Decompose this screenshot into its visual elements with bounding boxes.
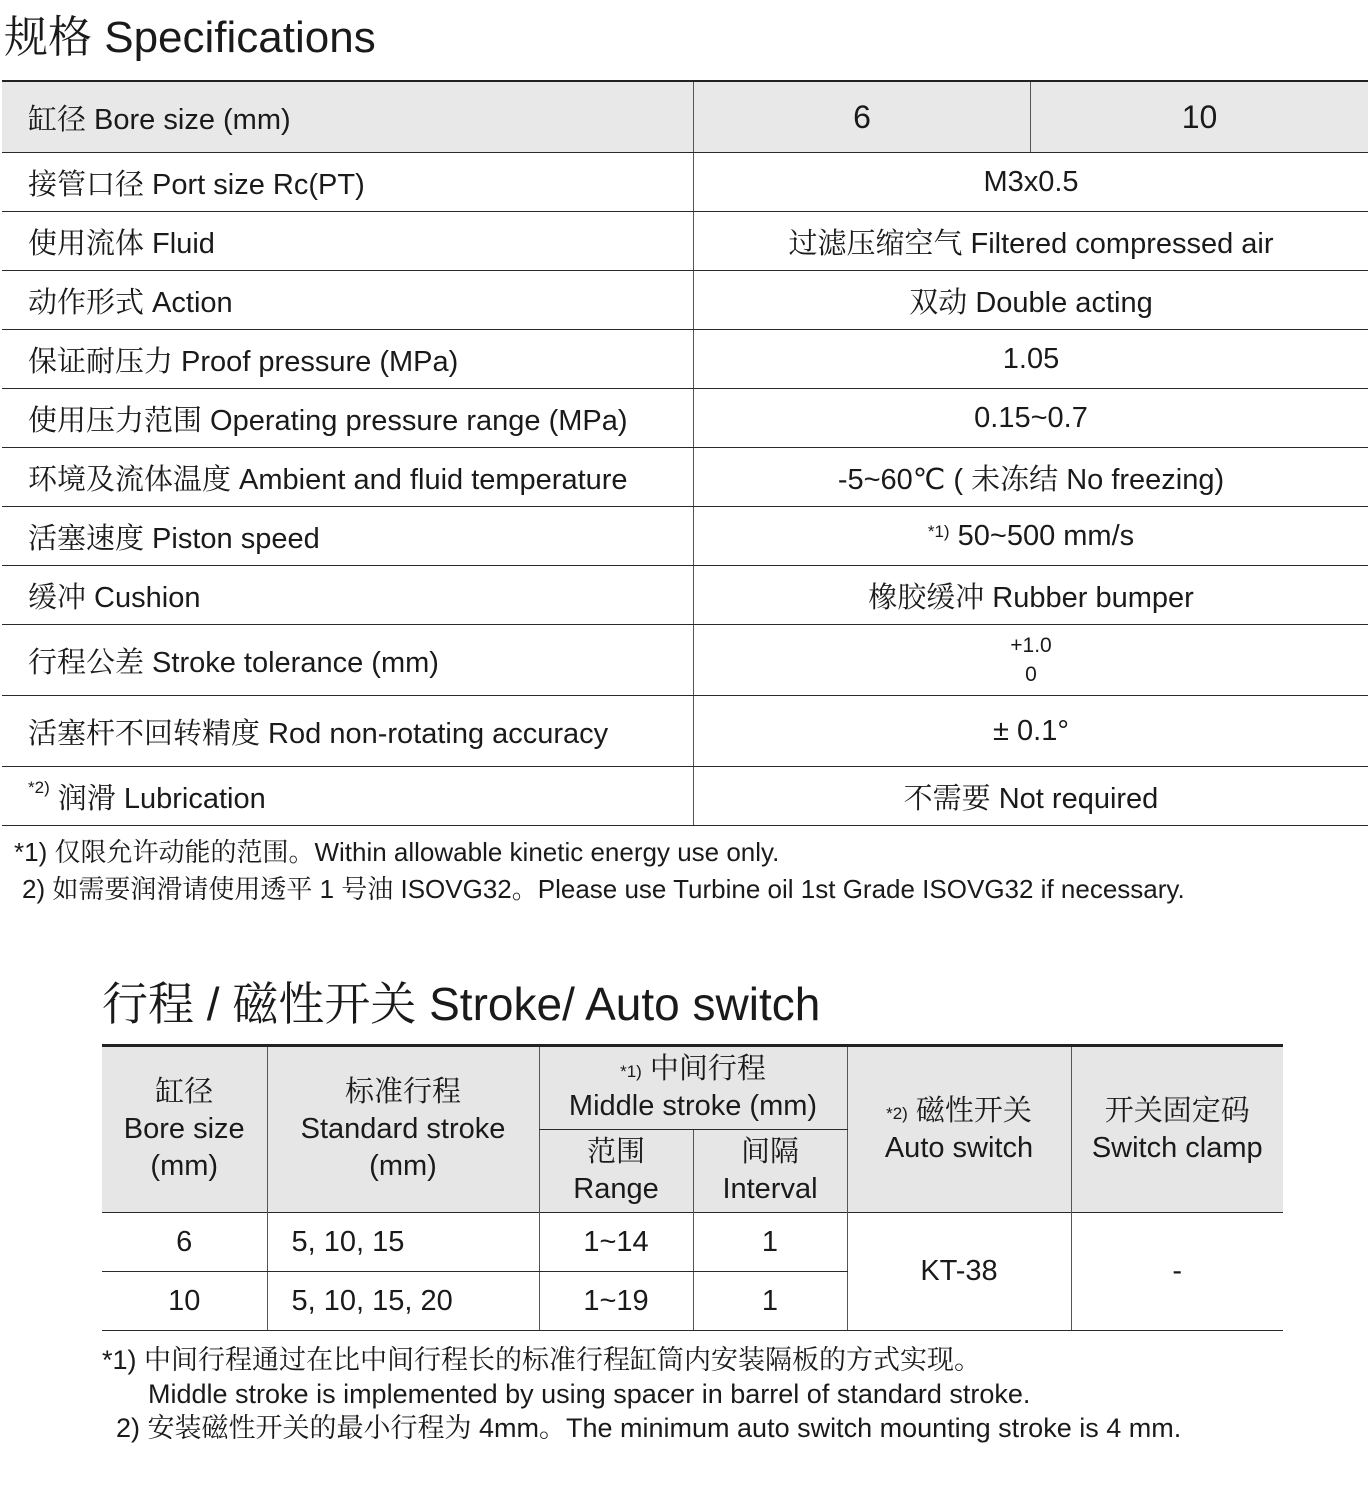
spec-note: *1) 仅限允许动能的范围。Within allowable kinetic energy use only. xyxy=(14,837,780,867)
spec-label: 环境及流体温度 Ambient and fluid temperature xyxy=(2,448,694,507)
auto-switch-header-en: Auto switch xyxy=(884,1131,1034,1164)
spec-value: 1.05 xyxy=(694,330,1369,389)
range-header-cn: 范围 xyxy=(586,1136,645,1168)
spec-label: 使用流体 Fluid xyxy=(2,212,694,271)
spec-row xyxy=(2,448,1368,507)
spec-title: 规格 Specifications xyxy=(4,13,376,62)
spec-row xyxy=(2,330,1368,389)
range-header xyxy=(539,1130,693,1213)
lubrication-row xyxy=(2,767,1368,826)
spec-value: 0.15~0.7 xyxy=(694,389,1369,448)
spec-value: 过滤压缩空气 Filtered compressed air xyxy=(694,212,1369,271)
range-header-en: Range xyxy=(573,1173,659,1205)
footnote-mark: *1) xyxy=(620,1062,642,1081)
spec-row xyxy=(2,271,1368,330)
switch-clamp-value: - xyxy=(1071,1213,1283,1331)
middle-stroke-header-en: Middle stroke (mm) xyxy=(568,1090,818,1122)
switch-clamp-header-en: Switch clamp xyxy=(1091,1131,1263,1164)
stroke-header-row xyxy=(102,1046,1283,1130)
interval-header-cn: 间隔 xyxy=(740,1136,799,1168)
auto-switch-value: KT-38 xyxy=(847,1213,1071,1331)
middle-stroke-header-cn: 中间行程 xyxy=(649,1053,766,1085)
spec-label: 使用压力范围 Operating pressure range (MPa) xyxy=(2,389,694,448)
interval-header xyxy=(693,1130,847,1213)
stroke-interval: 1 xyxy=(693,1213,847,1272)
piston-speed-row xyxy=(2,507,1368,566)
bore-10-value: 10 xyxy=(1031,81,1369,153)
bore-size-label: 缸径 Bore size (mm) xyxy=(2,81,694,153)
spec-row xyxy=(2,153,1368,212)
stroke-tolerance-cell xyxy=(694,625,1369,696)
bore-header-en: Bore size xyxy=(123,1113,245,1145)
stroke-title: 行程 / 磁性开关 Stroke/ Auto switch xyxy=(102,978,821,1030)
stroke-bore: 10 xyxy=(102,1272,267,1331)
auto-switch-header-cn: 磁性开关 xyxy=(915,1094,1032,1127)
spec-label: 动作形式 Action xyxy=(2,271,694,330)
bore-size-row xyxy=(2,81,1368,153)
tolerance-stack xyxy=(1010,631,1051,689)
standard-stroke-header-cn: 标准行程 xyxy=(344,1076,461,1108)
stroke-row xyxy=(102,1213,1283,1272)
cushion-label: 缓冲 Cushion xyxy=(2,566,694,625)
footnote-mark: *1) xyxy=(927,521,950,541)
stroke-tolerance-label: 行程公差 Stroke tolerance (mm) xyxy=(2,625,694,696)
stroke-tolerance-row xyxy=(2,625,1368,696)
rod-accuracy-label: 活塞杆不回转精度 Rod non-rotating accuracy xyxy=(2,696,694,767)
stroke-note: Middle stroke is implemented by using spacer in barrel of standard stroke. xyxy=(148,1379,1031,1409)
interval-header-en: Interval xyxy=(722,1173,818,1205)
stroke-standard: 5, 10, 15, 20 xyxy=(267,1272,539,1331)
lubrication-value: 不需要 Not required xyxy=(694,767,1369,826)
footnote-mark: *2) xyxy=(886,1103,908,1123)
bore-header-cn: 缸径 xyxy=(155,1076,214,1108)
bore-header-unit: (mm) xyxy=(150,1150,219,1182)
lubrication-label: 润滑 Lubrication xyxy=(57,782,266,815)
switch-clamp-header-cn: 开关固定码 xyxy=(1104,1094,1250,1127)
spec-value: 双动 Double acting xyxy=(694,271,1369,330)
cushion-row xyxy=(2,566,1368,625)
stroke-range: 1~19 xyxy=(539,1272,693,1331)
piston-speed-value: 50~500 mm/s xyxy=(957,519,1135,552)
lubrication-cell xyxy=(2,767,694,826)
spec-notes xyxy=(14,834,1185,908)
stroke-bore: 6 xyxy=(102,1213,267,1272)
standard-stroke-header xyxy=(267,1046,539,1213)
standard-stroke-header-en: Standard stroke xyxy=(300,1113,506,1145)
footnote-mark: *2) xyxy=(28,777,50,797)
bore-6-value: 6 xyxy=(694,81,1031,153)
rod-accuracy-row xyxy=(2,696,1368,767)
stroke-notes xyxy=(102,1343,1181,1445)
stroke-note: *1) 中间行程通过在比中间行程长的标准行程缸筒内安装隔板的方式实现。 xyxy=(102,1345,982,1375)
rod-accuracy-value: ± 0.1° xyxy=(694,696,1369,767)
stroke-table xyxy=(102,1044,1283,1331)
cushion-value: 橡胶缓冲 Rubber bumper xyxy=(694,566,1369,625)
auto-switch-header-top xyxy=(848,1093,1071,1130)
spec-label: 保证耐压力 Proof pressure (MPa) xyxy=(2,330,694,389)
spec-table xyxy=(2,80,1368,826)
tolerance-upper: +1.0 xyxy=(1010,634,1052,657)
stroke-standard: 5, 10, 15 xyxy=(267,1213,539,1272)
tolerance-lower: 0 xyxy=(1025,663,1037,686)
spec-value: -5~60℃ ( 未冻结 No freezing) xyxy=(694,448,1369,507)
bore-header xyxy=(102,1046,267,1213)
spec-row xyxy=(2,212,1368,271)
auto-switch-header xyxy=(847,1046,1071,1213)
middle-stroke-header xyxy=(539,1046,847,1130)
stroke-interval: 1 xyxy=(693,1272,847,1331)
spec-value: M3x0.5 xyxy=(694,153,1369,212)
switch-clamp-header xyxy=(1071,1046,1283,1213)
stroke-note: 2) 安装磁性开关的最小行程为 4mm。The minimum auto switch mounting stroke is 4 mm. xyxy=(116,1413,1182,1443)
spec-row xyxy=(2,389,1368,448)
piston-speed-label: 活塞速度 Piston speed xyxy=(2,507,694,566)
spec-label: 接管口径 Port size Rc(PT) xyxy=(2,153,694,212)
piston-speed-cell xyxy=(694,507,1369,566)
middle-stroke-header-top xyxy=(540,1051,847,1088)
standard-stroke-header-unit: (mm) xyxy=(369,1150,437,1182)
stroke-range: 1~14 xyxy=(539,1213,693,1272)
spec-note: 2) 如需要润滑请使用透平 1 号油 ISOVG32。Please use Turbine oil 1st Grade ISOVG32 if necessary. xyxy=(22,874,1185,904)
